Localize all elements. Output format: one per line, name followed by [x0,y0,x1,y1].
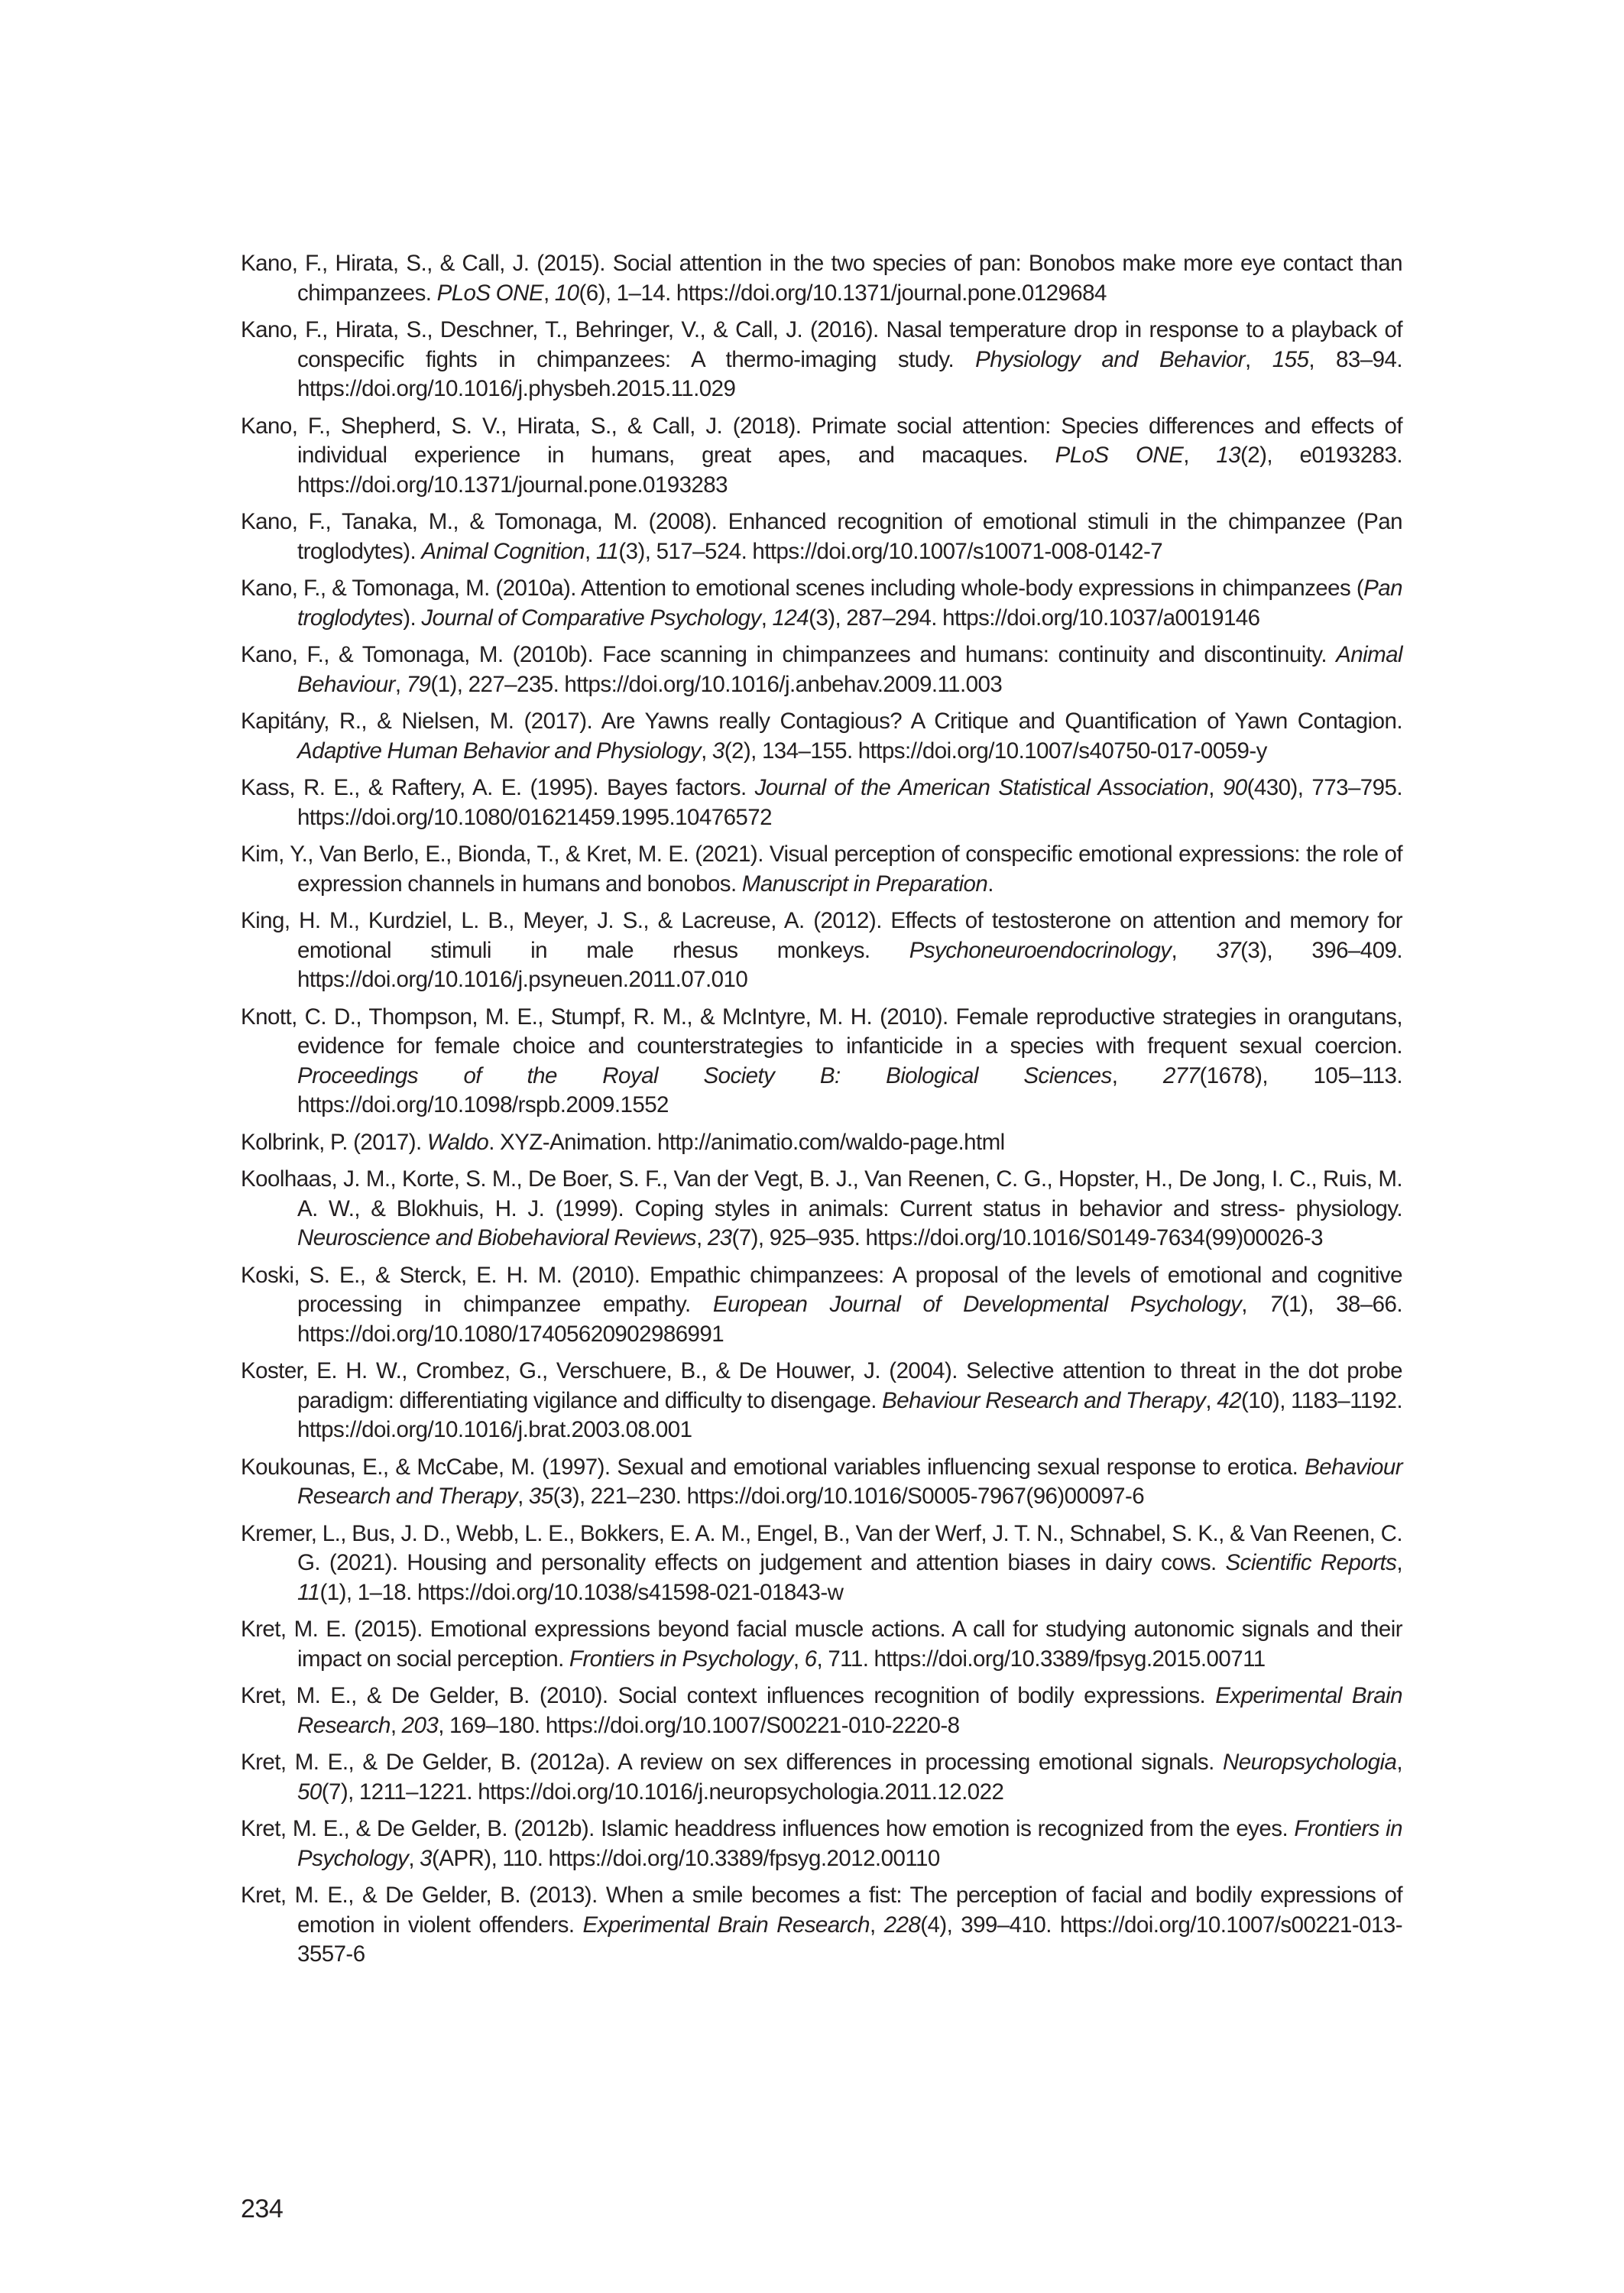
reference-text: , [1396,1550,1402,1575]
reference-text: (1), 1–18. https://doi.org/10.1038/s41598-021-01843-w [319,1579,844,1605]
reference-italic-text: Neuroscience and Biobehavioral Reviews [297,1225,697,1250]
reference-entry [241,1453,1402,1512]
reference-italic-text: Psychoneuroendocrinology [909,937,1172,963]
reference-italic-text: European Journal of Developmental Psychology [712,1292,1242,1317]
reference-text: Kano, F., & Tomonaga, M. (2010a). Attention to emotional scenes including whole-body expressions in chimpanzees ( [241,576,1364,601]
reference-italic-text: 10 [554,280,579,306]
reference-text: (3), 221–230. https://doi.org/10.1016/S0005-7967(96)00097-6 [553,1484,1145,1509]
reference-italic-text: 90 [1222,775,1247,800]
reference-italic-text: Journal of the American Statistical Association [754,775,1209,800]
reference-entry [241,1881,1402,1970]
reference-entry [241,1128,1402,1158]
reference-text: , [408,1845,420,1871]
reference-entry [241,1615,1402,1674]
reference-italic-text: 6 [804,1646,817,1672]
reference-italic-text: 50 [297,1779,322,1805]
reference-italic-text: 7 [1269,1292,1282,1317]
reference-entry [241,1003,1402,1121]
reference-italic-text: 37 [1216,937,1241,963]
reference-text: Kano, F., Hirata, S., Deschner, T., Behringer, V., & Call, J. (2016). Nasal temperature drop in response to a playback of conspecific fights in chimpanzees: A thermo-imaging study. [241,317,1402,372]
reference-text: Kano, F., Hirata, S., & Call, J. (2015). Social attention in the two species of pan: Bonobos make more eye contact than chimpanzees. [241,251,1402,306]
reference-entry [241,1357,1402,1445]
reference-italic-text: Animal Behaviour [297,642,1402,697]
reference-text: Kass, R. E., & Raftery, A. E. (1995). Bayes factors. [241,775,755,800]
reference-text: , [390,1712,402,1738]
reference-text: ). [403,605,422,631]
reference-entry [241,774,1402,832]
reference-entry [241,508,1402,566]
reference-text: Kapitány, R., & Nielsen, M. (2017). Are Yawns really Contagious? A Critique and Quantification of Yawn Contagion. [241,709,1402,734]
reference-text: Kret, M. E., & De Gelder, B. (2012a). A review on sex differences in processing emotional signals. [241,1750,1223,1775]
reference-entry [241,1682,1402,1740]
reference-italic-text: 11 [297,1579,320,1605]
reference-text: , [701,738,712,764]
reference-text: , [543,280,555,306]
reference-text: Kano, F., Tanaka, M., & Tomonaga, M. (2008). Enhanced recognition of emotional stimuli in the chimpanzee (Pan troglodytes). [241,509,1402,564]
reference-text: , [585,538,596,564]
reference-text: , [1396,1750,1402,1775]
page-number: 234 [241,2194,284,2223]
reference-text: Kim, Y., Van Berlo, E., Bionda, T., & Kret, M. E. (2021). Visual perception of conspecific emotional expressions: the role of expression channels in humans and bonobos. [241,842,1402,897]
reference-italic-text: Neuropsychologia [1222,1750,1397,1775]
reference-italic-text: 3 [712,738,724,764]
reference-text: Kret, M. E. (2015). Emotional expressions beyond facial muscle actions. A call for studying autonomic signals and their impact on social perception. [241,1617,1402,1672]
reference-text: , [696,1225,708,1250]
reference-text: . XYZ-Animation. http://animatio.com/waldo-page.html [488,1129,1005,1155]
reference-text: (1), 227–235. https://doi.org/10.1016/j.anbehav.2009.11.003 [430,671,1003,697]
reference-italic-text: PLoS ONE [436,280,543,306]
reference-italic-text: Experimental Brain Research [297,1683,1402,1738]
reference-entry [241,412,1402,501]
reference-italic-text: Pan troglodytes [297,576,1402,631]
reference-entry [241,707,1402,766]
reference-italic-text: Journal of Comparative Psychology [421,605,761,631]
reference-italic-text: Behaviour Research and Therapy [297,1454,1402,1509]
reference-entry [241,574,1402,633]
reference-text: Kano, F., Shepherd, S. V., Hirata, S., & Call, J. (2018). Primate social attention: Species differences and effects of individual experience in humans, great apes, and macaques. [241,413,1402,468]
reference-text: , [1171,937,1217,963]
reference-text: (2), 134–155. https://doi.org/10.1007/s40750-017-0059-y [724,738,1267,764]
reference-italic-text: Behaviour Research and Therapy [882,1387,1206,1413]
reference-italic-text: 79 [406,671,431,697]
reference-text: , [517,1484,529,1509]
reference-text: , [760,605,773,631]
reference-text: , [869,1912,884,1938]
reference-text: King, H. M., Kurdziel, L. B., Meyer, J. S., & Lacreuse, A. (2012). Effects of testosterone on attention and memory for emotional stimuli in male rhesus monkeys. [241,908,1402,963]
reference-italic-text: Scientific Reports [1225,1550,1397,1575]
reference-italic-text: 203 [401,1712,439,1738]
reference-italic-text: 124 [772,605,809,631]
reference-text: Koukounas, E., & McCabe, M. (1997). Sexual and emotional variables influencing sexual response to erotica. [241,1454,1305,1480]
reference-text: (2), e0193283. https://doi.org/10.1371/journal.pone.0193283 [297,443,1402,498]
reference-entry [241,1165,1402,1254]
reference-list [241,249,1402,1977]
reference-text: (4), 399–410. https://doi.org/10.1007/s00221-013-3557-6 [297,1912,1403,1967]
reference-italic-text: 155 [1272,346,1309,372]
reference-italic-text: 23 [707,1225,732,1250]
reference-entry [241,316,1402,404]
reference-text: (6), 1–14. https://doi.org/10.1371/journal.pone.0129684 [579,280,1107,306]
reference-italic-text: 42 [1217,1387,1241,1413]
reference-text: (APR), 110. https://doi.org/10.3389/fpsyg.2012.00110 [432,1845,940,1871]
reference-text: (430), 773–795. https://doi.org/10.1080/01621459.1995.10476572 [297,775,1403,830]
reference-italic-text: 11 [595,538,619,564]
reference-text: Knott, C. D., Thompson, M. E., Stumpf, R. M., & McIntyre, M. H. (2010). Female reproductive strategies in orangutans, evidence for female choice and counterstrategies to infanticide in a species with frequent sexual coercion. [241,1004,1402,1059]
reference-italic-text: 277 [1162,1062,1200,1088]
reference-text: , [793,1646,805,1672]
reference-text: (3), 287–294. https://doi.org/10.1037/a0019146 [809,605,1260,631]
reference-italic-text: PLoS ONE [1055,443,1184,468]
reference-text: , [1208,775,1223,800]
reference-entry [241,1815,1402,1873]
reference-italic-text: Adaptive Human Behavior and Physiology [297,738,702,764]
reference-entry [241,641,1402,699]
reference-italic-text: 13 [1216,443,1241,468]
reference-text: , [1111,1062,1163,1088]
reference-entry [241,840,1402,899]
reference-text: (10), 1183–1192. https://doi.org/10.1016/j.brat.2003.08.001 [297,1387,1403,1442]
reference-text: Kret, M. E., & De Gelder, B. (2013). When a smile becomes a fist: The perception of facial and bodily expressions of emotion in violent offenders. [241,1883,1402,1938]
reference-entry [241,249,1402,308]
reference-text: (3), 396–409. https://doi.org/10.1016/j.psyneuen.2011.07.010 [297,937,1403,992]
reference-italic-text: Experimental Brain Research [582,1912,870,1938]
reference-text: , [1241,1292,1270,1317]
reference-text: Kret, M. E., & De Gelder, B. (2012b). Islamic headdress influences how emotion is recognized from the eyes. [241,1816,1295,1841]
reference-text: , 169–180. https://doi.org/10.1007/S00221-010-2220-8 [438,1712,960,1738]
reference-text: Kret, M. E., & De Gelder, B. (2010). Social context influences recognition of bodily expressions. [241,1683,1216,1708]
reference-text: , [1205,1387,1217,1413]
reference-text: (7), 925–935. https://doi.org/10.1016/S0149-7634(99)00026-3 [731,1225,1324,1250]
reference-text: Koolhaas, J. M., Korte, S. M., De Boer, S. F., Van der Vegt, B. J., Van Reenen, C. G., Hopster, H., De Jong, I. C., Ruis, M. A. W., & Blokhuis, H. J. (1999). Coping styles in animals: Current status in behavior and stress- physiology. [241,1166,1402,1221]
reference-italic-text: Manuscript in Preparation [741,871,988,897]
reference-text: (1), 38–66. https://doi.org/10.1080/17405620902986991 [297,1292,1403,1347]
reference-italic-text: Animal Cognition [421,538,585,564]
reference-text: Koski, S. E., & Sterck, E. H. M. (2010). Empathic chimpanzees: A proposal of the levels of emotional and cognitive processing in chimpanzee empathy. [241,1262,1402,1317]
reference-italic-text: 228 [883,1912,921,1938]
reference-text: Koster, E. H. W., Crombez, G., Verschuere, B., & De Houwer, J. (2004). Selective attention to threat in the dot probe paradigm: differentiating vigilance and difficulty to disengage. [241,1358,1402,1413]
reference-text: (1678), 105–113. https://doi.org/10.1098/rspb.2009.1552 [297,1062,1403,1117]
reference-text: Kolbrink, P. (2017). [241,1129,427,1155]
reference-text: Kano, F., & Tomonaga, M. (2010b). Face scanning in chimpanzees and humans: continuity and discontinuity. [241,642,1337,667]
reference-entry [241,1519,1402,1608]
reference-text: . [987,871,994,897]
reference-italic-text: Physiology and Behavior [975,346,1246,372]
reference-italic-text: Frontiers in Psychology [297,1816,1402,1871]
reference-entry [241,1261,1402,1350]
reference-text: , [1245,346,1272,372]
reference-text: Kremer, L., Bus, J. D., Webb, L. E., Bokkers, E. A. M., Engel, B., Van der Werf, J. T. N., Schnabel, S. K., & Van Reenen, C. G. (2021). Housing and personality effects on judgement and attention biases in dairy cows. [241,1520,1402,1575]
reference-entry [241,1748,1402,1807]
reference-text: , 83–94. https://doi.org/10.1016/j.physbeh.2015.11.029 [297,346,1402,401]
reference-text: , [1183,443,1217,468]
reference-text: , 711. https://doi.org/10.3389/fpsyg.2015.00711 [816,1646,1266,1672]
reference-italic-text: 35 [528,1484,553,1509]
reference-italic-text: 3 [420,1845,433,1871]
reference-text: (3), 517–524. https://doi.org/10.1007/s10071-008-0142-7 [618,538,1163,564]
reference-entry [241,906,1402,995]
reference-italic-text: Waldo [426,1129,489,1155]
reference-italic-text: Frontiers in Psychology [569,1646,793,1672]
reference-italic-text: Proceedings of the Royal Society B: Biological Sciences [297,1062,1112,1088]
reference-text: (7), 1211–1221. https://doi.org/10.1016/j.neuropsychologia.2011.12.022 [321,1779,1004,1805]
reference-text: , [394,671,407,697]
